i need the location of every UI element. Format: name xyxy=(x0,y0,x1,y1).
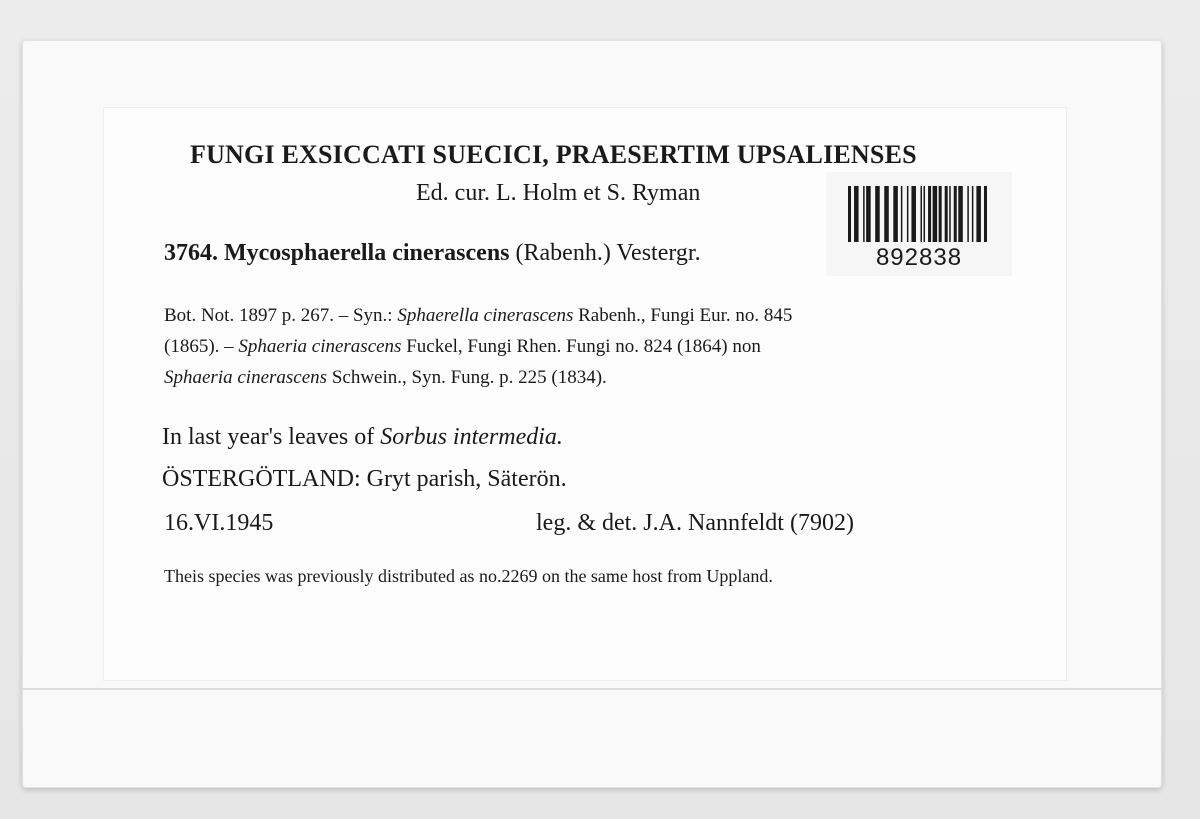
barcode-bar xyxy=(984,186,987,242)
barcode-bar xyxy=(972,186,974,242)
species-name: Mycosphaerella cinerascens xyxy=(224,240,510,266)
barcode-bar xyxy=(884,186,889,242)
barcode-bar xyxy=(939,186,942,242)
barcode-bar xyxy=(967,186,969,242)
locality-line: ÖSTERGÖTLAND: Gryt parish, Säterön. xyxy=(162,466,567,492)
exsiccata-number: 3764. xyxy=(164,240,218,266)
barcode-bar xyxy=(928,186,931,242)
barcode-bar xyxy=(863,186,865,242)
reference-text: Fuckel, Fungi Rhen. Fungi no. 824 (1864) non xyxy=(401,336,761,357)
barcode-bar xyxy=(866,186,871,242)
reference-line xyxy=(164,362,792,393)
synonym-name: Sphaeria cinerascens xyxy=(238,336,402,357)
barcode-bar xyxy=(921,186,923,242)
barcode xyxy=(848,186,990,242)
barcode-bar xyxy=(854,186,859,242)
barcode-bar xyxy=(954,186,957,242)
barcode-bar xyxy=(901,186,903,242)
habitat-line xyxy=(162,424,563,451)
barcode-number: 892838 xyxy=(875,244,963,271)
reference-line xyxy=(164,331,792,362)
barcode-bar xyxy=(911,186,916,242)
barcode-bar xyxy=(893,186,898,242)
series-title: FUNGI EXSICCATI SUECICI, PRAESERTIM UPSALIENSES xyxy=(190,140,917,169)
barcode-bar xyxy=(958,186,963,242)
barcode-bar xyxy=(933,186,938,242)
barcode-bar xyxy=(976,186,981,242)
reference-text: Bot. Not. 1897 p. 267. – Syn.: xyxy=(164,305,398,326)
collector-line: leg. & det. J.A. Nannfeldt (7902) xyxy=(536,510,854,536)
references-block xyxy=(164,300,792,393)
species-heading xyxy=(164,240,701,267)
collection-date: 16.VI.1945 xyxy=(164,510,274,536)
reference-text: Rabenh., Fungi Eur. no. 845 xyxy=(573,305,793,326)
editors-line: Ed. cur. L. Holm et S. Ryman xyxy=(416,180,701,206)
envelope-flap-fold xyxy=(22,688,1162,690)
reference-text: Schwein., Syn. Fung. p. 225 (1834). xyxy=(327,367,607,388)
distribution-note: Theis species was previously distributed as no.2269 on the same host from Uppland. xyxy=(164,566,773,586)
barcode-bar xyxy=(907,186,909,242)
reference-text: (1865). – xyxy=(164,336,239,357)
reference-line xyxy=(164,300,792,331)
barcode-bar xyxy=(924,186,926,242)
barcode-bar xyxy=(949,186,951,242)
barcode-bar xyxy=(945,186,948,242)
barcode-bar xyxy=(875,186,880,242)
habitat-text: In last year's leaves of xyxy=(162,424,381,450)
host-name: Sorbus intermedia. xyxy=(380,424,563,450)
barcode-bar xyxy=(848,186,851,242)
synonym-name: Sphaerella cinerascens xyxy=(397,305,574,326)
synonym-name: Sphaeria cinerascens xyxy=(164,367,328,388)
species-authority: (Rabenh.) Vestergr. xyxy=(515,240,701,266)
